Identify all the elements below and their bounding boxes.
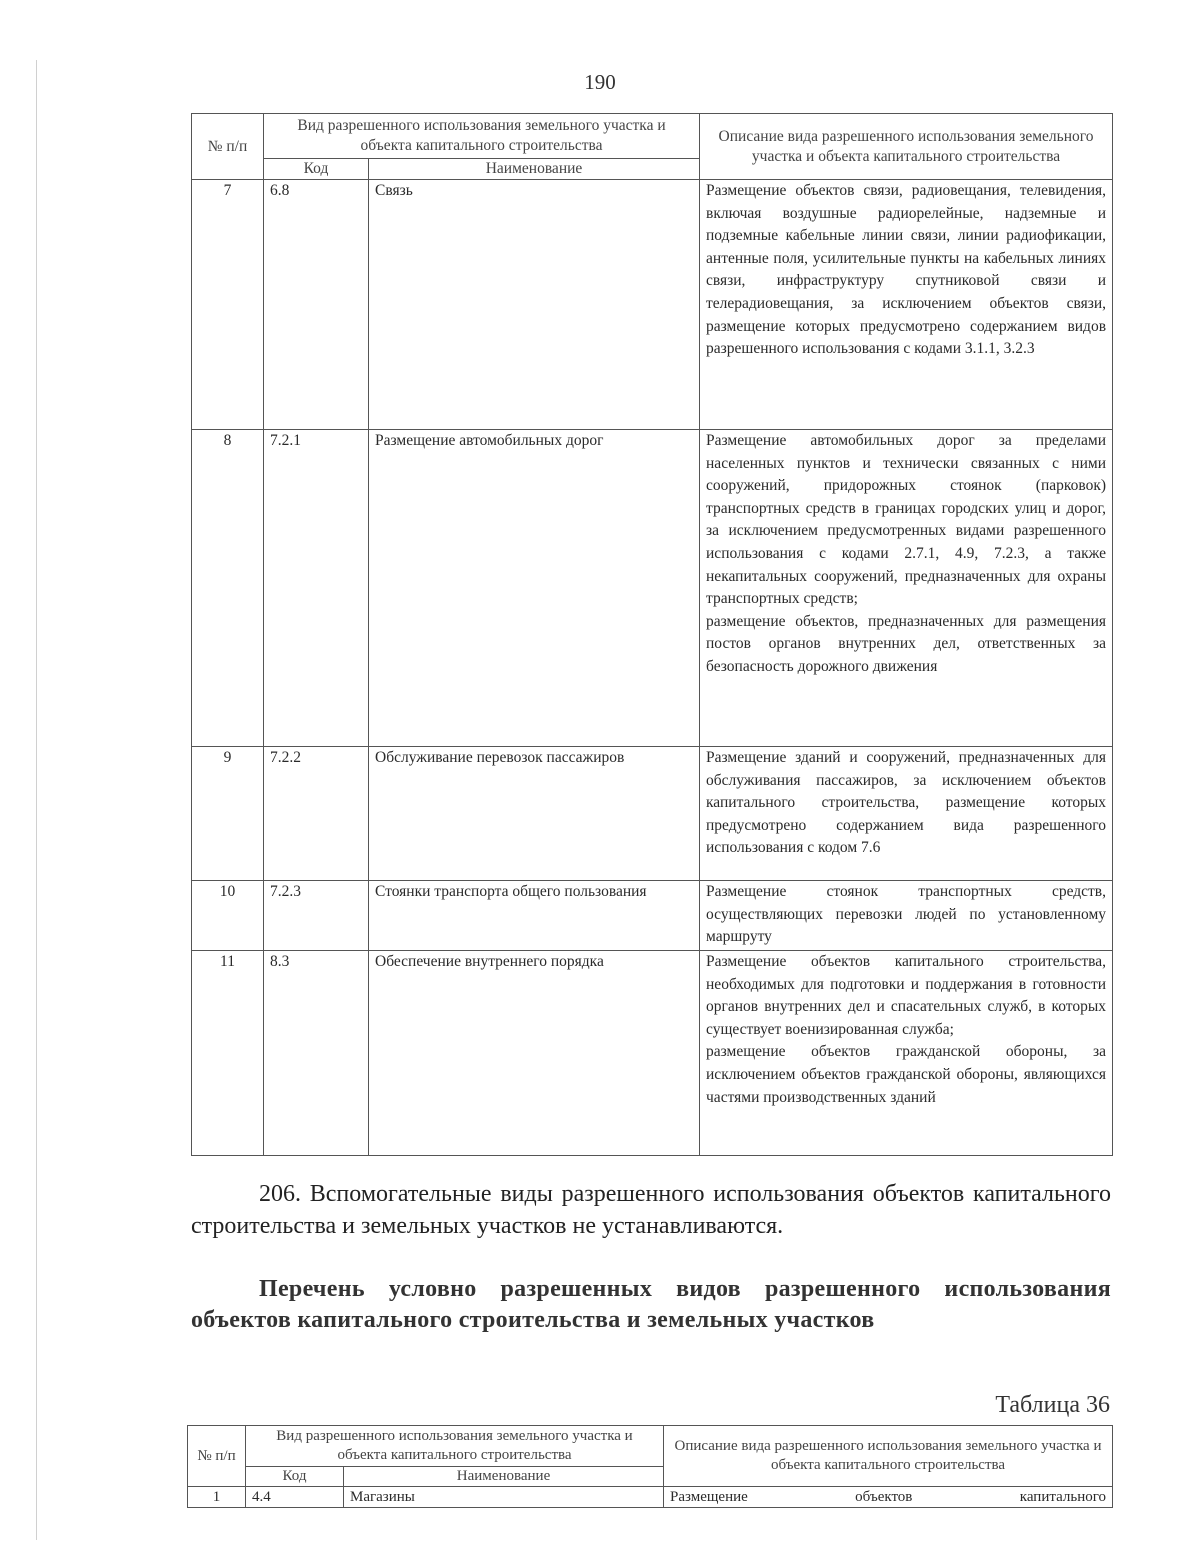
row-code: 7.2.2 <box>264 747 369 881</box>
table-36 <box>187 1425 1113 1508</box>
table-caption: Таблица 36 <box>995 1392 1110 1418</box>
table-row <box>188 1487 1113 1508</box>
row-num: 11 <box>192 951 264 1156</box>
header-num: № п/п <box>188 1426 246 1487</box>
header-description: Описание вида разрешенного использования земельного участка и объекта капитального строительства <box>700 114 1113 180</box>
description-part: Размещение автомобильных дорог за пределами населенных пунктов и технически связанных с ними сооружений, придорожных стоянок (парковок) транспортных средств в границах городских улиц и дорог, за исключением предусмотренных видами разрешенного использования с кодами 2.7.1, 4.9, 7.2.3, а также некапитальных сооружений, предназначенных для охраны транспортных средств; <box>706 432 1107 608</box>
row-description <box>700 430 1113 747</box>
paragraph-206: 206. Вспомогательные виды разрешенного использования объектов капитального строительства и земельных участков не устанавливаются. <box>191 1181 1111 1239</box>
header-kind-group: Вид разрешенного использования земельного участка и объекта капитального строительства <box>246 1426 664 1467</box>
description-part: размещение объектов гражданской обороны, за исключением объектов гражданской обороны, являющихся частями производственных зданий <box>706 1043 1107 1106</box>
header-code: Код <box>246 1467 344 1487</box>
row-num: 1 <box>188 1487 246 1508</box>
header-code: Код <box>264 159 369 180</box>
land-use-table <box>191 113 1113 1156</box>
section-heading: Перечень условно разрешенных видов разрешенного использования объектов капитального строительства и земельных участков <box>191 1276 1111 1333</box>
header-name: Наименование <box>344 1467 664 1487</box>
table-row <box>192 180 1113 430</box>
row-code: 7.2.1 <box>264 430 369 747</box>
row-num: 9 <box>192 747 264 881</box>
header-description: Описание вида разрешенного использования земельного участка и объекта капитального строительства <box>664 1426 1113 1487</box>
row-num: 7 <box>192 180 264 430</box>
page-number: 190 <box>584 70 616 94</box>
row-code: 8.3 <box>264 951 369 1156</box>
row-code: 4.4 <box>246 1487 344 1508</box>
scan-edge-line <box>36 60 37 1540</box>
table-header-row <box>192 114 1113 159</box>
row-num: 8 <box>192 430 264 747</box>
row-description <box>700 951 1113 1156</box>
table-row <box>192 881 1113 951</box>
table-row <box>192 747 1113 881</box>
row-code: 7.2.3 <box>264 881 369 951</box>
description-part: Размещение объектов капитального строительства, необходимых для подготовки и поддержания в готовности органов внутренних дел и спасательных служб, в которых существует военизированная служба; <box>706 953 1107 1038</box>
table-row <box>192 951 1113 1156</box>
header-num: № п/п <box>192 114 264 180</box>
row-name: Обслуживание перевозок пассажиров <box>369 747 700 881</box>
table-row <box>192 430 1113 747</box>
row-name: Стоянки транспорта общего пользования <box>369 881 700 951</box>
row-code: 6.8 <box>264 180 369 430</box>
row-name: Размещение автомобильных дорог <box>369 430 700 747</box>
description-part: размещение объектов, предназначенных для размещения постов органов внутренних дел, ответственных за безопасность дорожного движения <box>706 612 1107 675</box>
row-name: Связь <box>369 180 700 430</box>
row-description: Размещение зданий и сооружений, предназначенных для обслуживания пассажиров, за исключением объектов капитального строительства, размещение которых предусмотрено содержанием вида разрешенного использования с кодом 7.6 <box>700 747 1113 881</box>
row-description: Размещение объектов капитального <box>664 1487 1113 1508</box>
row-description: Размещение стоянок транспортных средств, осуществляющих перевозки людей по установленному маршруту <box>700 881 1113 951</box>
row-num: 10 <box>192 881 264 951</box>
row-name: Обеспечение внутреннего порядка <box>369 951 700 1156</box>
row-description: Размещение объектов связи, радиовещания, телевидения, включая воздушные радиорелейные, надземные и подземные кабельные линии связи, линии радиофикации, антенные поля, усилительные пункты на кабельных линиях связи, инфраструктуру спутниковой связи и телерадиовещания, за исключением объектов связи, размещение которых предусмотрено содержанием видов разрешенного использования с кодами 3.1.1, 3.2.3 <box>700 180 1113 430</box>
header-kind-group: Вид разрешенного использования земельного участка и объекта капитального строительства <box>264 114 700 159</box>
header-name: Наименование <box>369 159 700 180</box>
row-name: Магазины <box>344 1487 664 1508</box>
table-header-row <box>188 1426 1113 1467</box>
